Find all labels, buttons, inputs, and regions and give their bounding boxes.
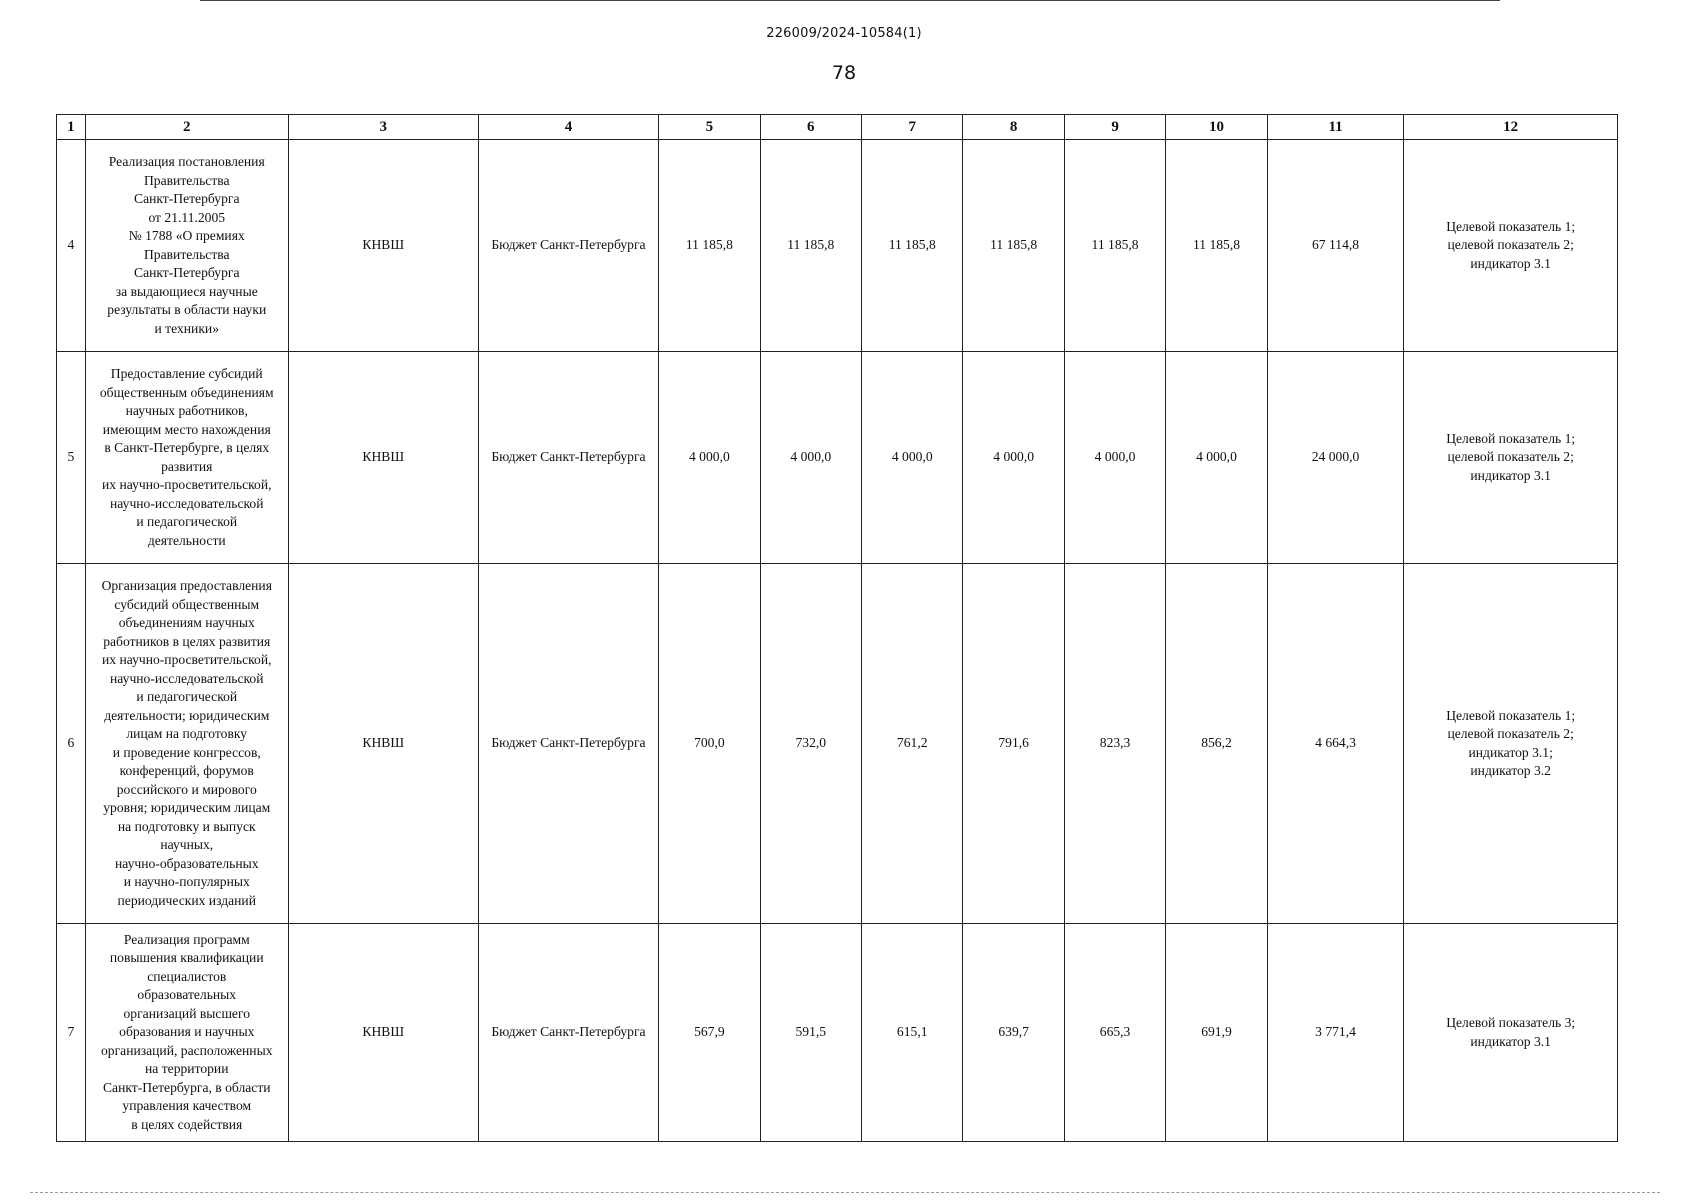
year-value: 4 000,0 [760,352,861,564]
funding-source: Бюджет Санкт-Петербурга [478,140,658,352]
column-header: 4 [478,115,658,140]
year-value: 665,3 [1064,924,1165,1142]
executor: КНВШ [288,924,478,1142]
scan-bottom-edge [30,1192,1660,1193]
table-row [57,924,1618,1142]
total-value: 4 664,3 [1267,564,1404,924]
year-value: 691,9 [1166,924,1267,1142]
year-value: 11 185,8 [1166,140,1267,352]
row-number: 5 [57,352,86,564]
year-value: 791,6 [963,564,1064,924]
scan-top-line [200,0,1500,1]
year-value: 4 000,0 [862,352,963,564]
page-number: 78 [831,62,857,84]
year-value: 4 000,0 [963,352,1064,564]
activity-title: Предоставление субсидий общественным объединениям научных работников, имеющим место нахождения в Санкт-Петербурге, в целях развития их научно-просветительской, научно-исследовательской и педагогической деятельности [85,352,288,564]
year-value: 4 000,0 [1166,352,1267,564]
executor: КНВШ [288,564,478,924]
indicators: Целевой показатель 1; целевой показатель 2; индикатор 3.1 [1404,352,1618,564]
column-header: 2 [85,115,288,140]
column-header: 5 [659,115,760,140]
activity-title: Организация предоставления субсидий общественным объединениям научных работников в целях развития их научно-просветительской, научно-исследовательской и педагогической деятельности; юридическим лицам на подготовку и проведение конгрессов, конференций, форумов российского и мирового уровня; юридическим лицам на подготовку и выпуск научных, научно-образовательных и научно-популярных периодических изданий [85,564,288,924]
executor: КНВШ [288,140,478,352]
header-row [57,115,1618,140]
column-header: 12 [1404,115,1618,140]
funding-source: Бюджет Санкт-Петербурга [478,352,658,564]
year-value: 11 185,8 [760,140,861,352]
year-value: 11 185,8 [659,140,760,352]
year-value: 11 185,8 [963,140,1064,352]
year-value: 700,0 [659,564,760,924]
table-row [57,140,1618,352]
indicators: Целевой показатель 3; индикатор 3.1 [1404,924,1618,1142]
year-value: 567,9 [659,924,760,1142]
column-header: 3 [288,115,478,140]
column-header: 9 [1064,115,1165,140]
year-value: 639,7 [963,924,1064,1142]
total-value: 24 000,0 [1267,352,1404,564]
row-number: 7 [57,924,86,1142]
activity-title: Реализация программ повышения квалификации специалистов образовательных организаций высшего образования и научных организаций, расположенных на территории Санкт-Петербурга, в области управления качеством в целях содействия [85,924,288,1142]
year-value: 856,2 [1166,564,1267,924]
year-value: 761,2 [862,564,963,924]
year-value: 732,0 [760,564,861,924]
table-row [57,564,1618,924]
column-header: 7 [862,115,963,140]
column-header: 8 [963,115,1064,140]
column-header: 10 [1166,115,1267,140]
program-table [56,114,1618,1142]
row-number: 4 [57,140,86,352]
column-header: 11 [1267,115,1404,140]
year-value: 4 000,0 [659,352,760,564]
total-value: 67 114,8 [1267,140,1404,352]
total-value: 3 771,4 [1267,924,1404,1142]
year-value: 591,5 [760,924,861,1142]
activity-title: Реализация постановления Правительства Санкт-Петербурга от 21.11.2005 № 1788 «О премиях Правительства Санкт-Петербурга за выдающиеся научные результаты в области науки и техники» [85,140,288,352]
year-value: 11 185,8 [1064,140,1165,352]
executor: КНВШ [288,352,478,564]
column-header: 1 [57,115,86,140]
funding-source: Бюджет Санкт-Петербурга [478,924,658,1142]
column-header: 6 [760,115,861,140]
row-number: 6 [57,564,86,924]
year-value: 11 185,8 [862,140,963,352]
indicators: Целевой показатель 1; целевой показатель 2; индикатор 3.1 [1404,140,1618,352]
indicators: Целевой показатель 1; целевой показатель 2; индикатор 3.1; индикатор 3.2 [1404,564,1618,924]
year-value: 615,1 [862,924,963,1142]
year-value: 823,3 [1064,564,1165,924]
funding-source: Бюджет Санкт-Петербурга [478,564,658,924]
registration-number: 226009/2024-10584(1) [766,26,922,41]
table-row [57,352,1618,564]
year-value: 4 000,0 [1064,352,1165,564]
